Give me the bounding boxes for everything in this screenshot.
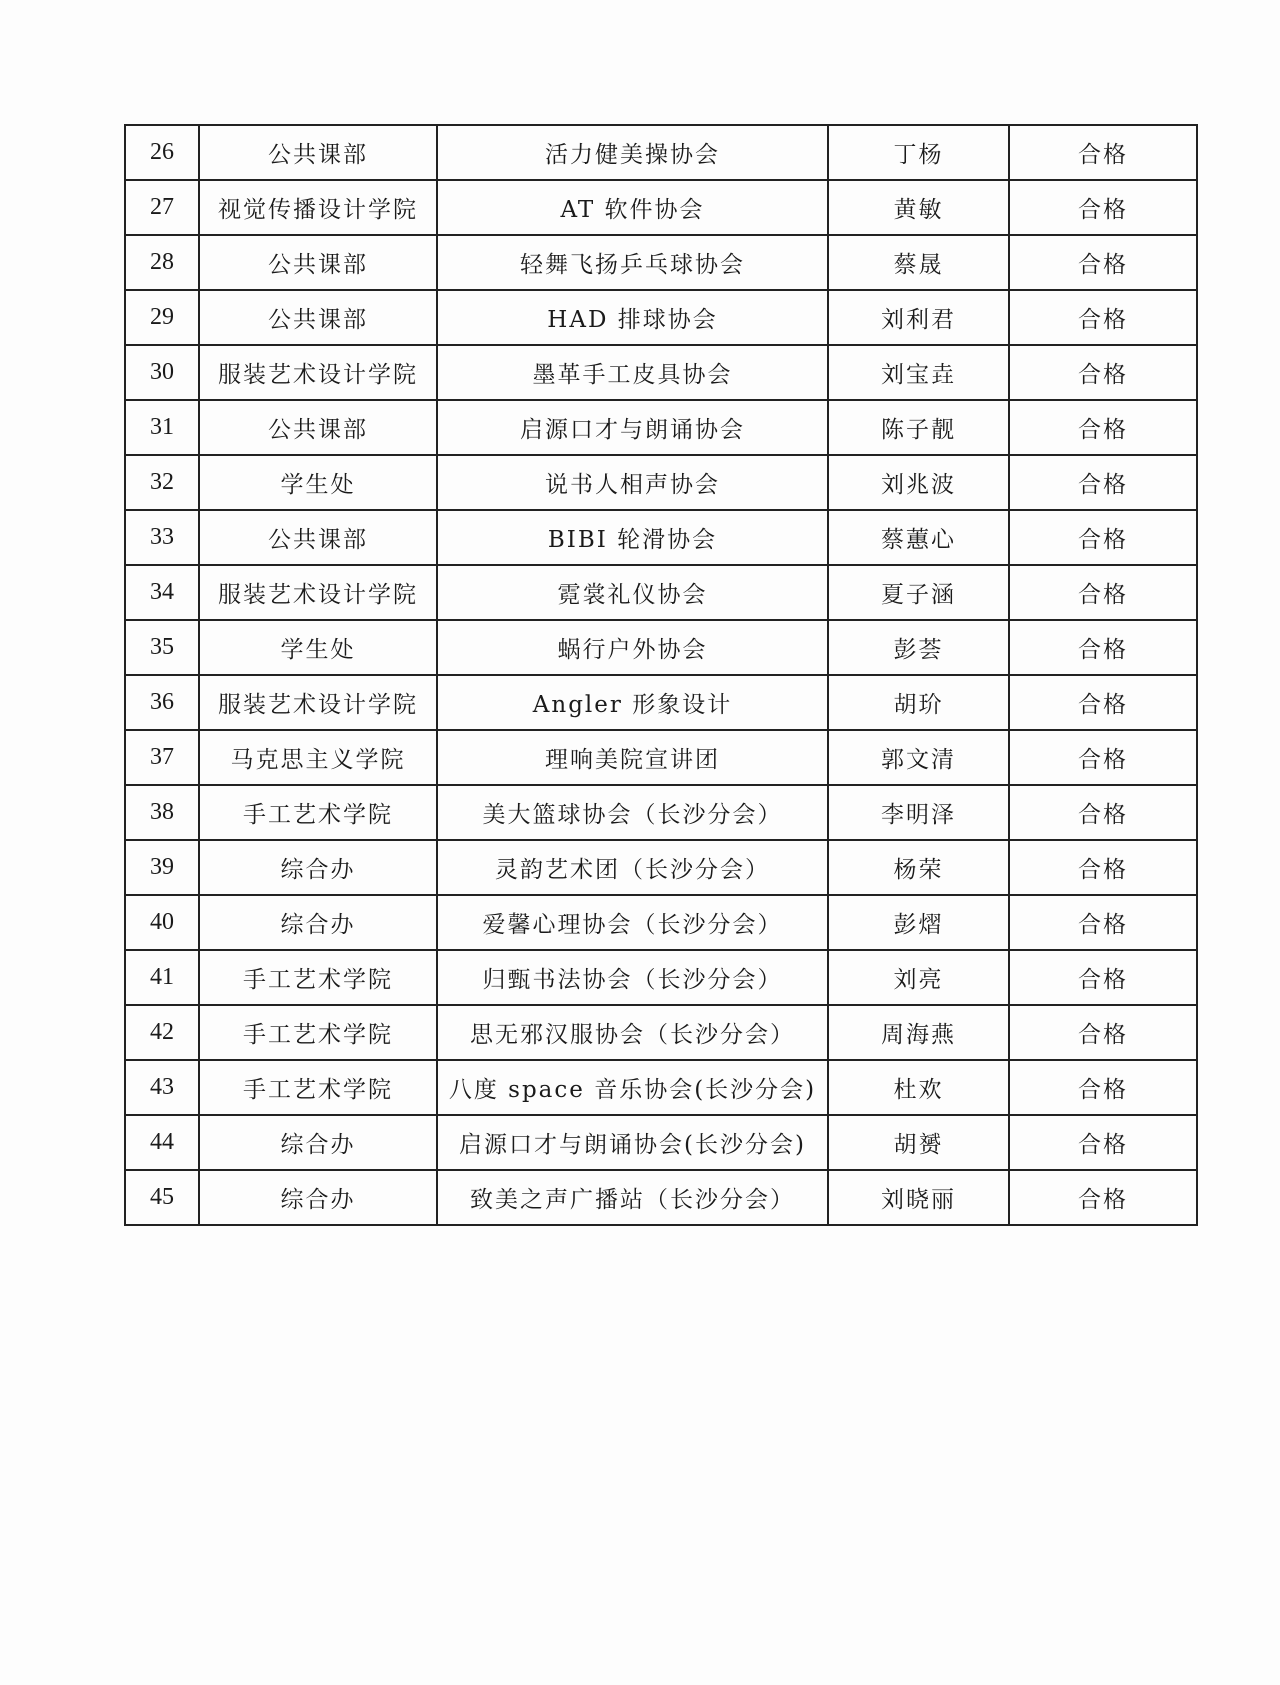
person-in-charge-cell: 刘亮 xyxy=(828,950,1009,1005)
association-name-cell: BIBI 轮滑协会 xyxy=(437,510,828,565)
table-row xyxy=(125,290,1197,345)
department-cell: 服装艺术设计学院 xyxy=(199,675,437,730)
result-cell: 合格 xyxy=(1009,510,1197,565)
department-cell: 综合办 xyxy=(199,895,437,950)
table-row xyxy=(125,1060,1197,1115)
table-body xyxy=(125,125,1197,1225)
row-number: 30 xyxy=(125,345,199,400)
table-row xyxy=(125,235,1197,290)
row-number: 33 xyxy=(125,510,199,565)
person-in-charge-cell: 李明泽 xyxy=(828,785,1009,840)
association-name-cell: 灵韵艺术团（长沙分会） xyxy=(437,840,828,895)
table-row xyxy=(125,1170,1197,1225)
association-name-cell: 活力健美操协会 xyxy=(437,125,828,180)
person-in-charge-cell: 周海燕 xyxy=(828,1005,1009,1060)
person-in-charge-cell: 杜欢 xyxy=(828,1060,1009,1115)
row-number: 31 xyxy=(125,400,199,455)
association-name-cell: 思无邪汉服协会（长沙分会） xyxy=(437,1005,828,1060)
result-cell: 合格 xyxy=(1009,125,1197,180)
department-cell: 公共课部 xyxy=(199,510,437,565)
association-name-cell: 轻舞飞扬乒乓球协会 xyxy=(437,235,828,290)
association-name-cell: 蜗行户外协会 xyxy=(437,620,828,675)
result-cell: 合格 xyxy=(1009,785,1197,840)
department-cell: 综合办 xyxy=(199,840,437,895)
row-number: 45 xyxy=(125,1170,199,1225)
department-cell: 学生处 xyxy=(199,620,437,675)
person-in-charge-cell: 刘利君 xyxy=(828,290,1009,345)
table-row xyxy=(125,400,1197,455)
table-row xyxy=(125,730,1197,785)
department-cell: 公共课部 xyxy=(199,125,437,180)
table-row xyxy=(125,785,1197,840)
association-name-cell: 致美之声广播站（长沙分会） xyxy=(437,1170,828,1225)
person-in-charge-cell: 夏子涵 xyxy=(828,565,1009,620)
person-in-charge-cell: 蔡晟 xyxy=(828,235,1009,290)
result-cell: 合格 xyxy=(1009,730,1197,785)
result-cell: 合格 xyxy=(1009,1005,1197,1060)
department-cell: 学生处 xyxy=(199,455,437,510)
table-row xyxy=(125,895,1197,950)
row-number: 26 xyxy=(125,125,199,180)
association-name-cell: 启源口才与朗诵协会(长沙分会) xyxy=(437,1115,828,1170)
table-row xyxy=(125,180,1197,235)
row-number: 36 xyxy=(125,675,199,730)
department-cell: 综合办 xyxy=(199,1115,437,1170)
row-number: 38 xyxy=(125,785,199,840)
person-in-charge-cell: 杨荣 xyxy=(828,840,1009,895)
result-cell: 合格 xyxy=(1009,1170,1197,1225)
result-cell: 合格 xyxy=(1009,895,1197,950)
result-cell: 合格 xyxy=(1009,675,1197,730)
association-name-cell: 说书人相声协会 xyxy=(437,455,828,510)
table-row xyxy=(125,620,1197,675)
person-in-charge-cell: 郭文清 xyxy=(828,730,1009,785)
association-name-cell: 美大篮球协会（长沙分会） xyxy=(437,785,828,840)
row-number: 42 xyxy=(125,1005,199,1060)
person-in-charge-cell: 刘兆波 xyxy=(828,455,1009,510)
row-number: 35 xyxy=(125,620,199,675)
result-cell: 合格 xyxy=(1009,1060,1197,1115)
department-cell: 马克思主义学院 xyxy=(199,730,437,785)
person-in-charge-cell: 胡赟 xyxy=(828,1115,1009,1170)
row-number: 40 xyxy=(125,895,199,950)
department-cell: 公共课部 xyxy=(199,400,437,455)
table-row xyxy=(125,565,1197,620)
result-cell: 合格 xyxy=(1009,950,1197,1005)
result-cell: 合格 xyxy=(1009,565,1197,620)
person-in-charge-cell: 彭荟 xyxy=(828,620,1009,675)
result-cell: 合格 xyxy=(1009,400,1197,455)
department-cell: 视觉传播设计学院 xyxy=(199,180,437,235)
department-cell: 手工艺术学院 xyxy=(199,1005,437,1060)
person-in-charge-cell: 丁杨 xyxy=(828,125,1009,180)
person-in-charge-cell: 黄敏 xyxy=(828,180,1009,235)
association-name-cell: Angler 形象设计 xyxy=(437,675,828,730)
result-cell: 合格 xyxy=(1009,455,1197,510)
person-in-charge-cell: 彭熠 xyxy=(828,895,1009,950)
row-number: 37 xyxy=(125,730,199,785)
person-in-charge-cell: 陈子靓 xyxy=(828,400,1009,455)
person-in-charge-cell: 蔡蕙心 xyxy=(828,510,1009,565)
row-number: 41 xyxy=(125,950,199,1005)
result-cell: 合格 xyxy=(1009,345,1197,400)
table-row xyxy=(125,1005,1197,1060)
row-number: 28 xyxy=(125,235,199,290)
table-row xyxy=(125,1115,1197,1170)
table-row xyxy=(125,840,1197,895)
row-number: 29 xyxy=(125,290,199,345)
table-row xyxy=(125,675,1197,730)
person-in-charge-cell: 刘晓丽 xyxy=(828,1170,1009,1225)
department-cell: 公共课部 xyxy=(199,235,437,290)
result-cell: 合格 xyxy=(1009,290,1197,345)
association-name-cell: 墨革手工皮具协会 xyxy=(437,345,828,400)
department-cell: 服装艺术设计学院 xyxy=(199,565,437,620)
association-review-table xyxy=(124,124,1198,1226)
association-name-cell: HAD 排球协会 xyxy=(437,290,828,345)
association-name-cell: 归甄书法协会（长沙分会） xyxy=(437,950,828,1005)
row-number: 32 xyxy=(125,455,199,510)
row-number: 39 xyxy=(125,840,199,895)
person-in-charge-cell: 刘宝垚 xyxy=(828,345,1009,400)
association-name-cell: 八度 space 音乐协会(长沙分会) xyxy=(437,1060,828,1115)
association-name-cell: 理响美院宣讲团 xyxy=(437,730,828,785)
result-cell: 合格 xyxy=(1009,235,1197,290)
department-cell: 手工艺术学院 xyxy=(199,950,437,1005)
person-in-charge-cell: 胡玠 xyxy=(828,675,1009,730)
row-number: 43 xyxy=(125,1060,199,1115)
table-row xyxy=(125,125,1197,180)
table-row xyxy=(125,950,1197,1005)
result-cell: 合格 xyxy=(1009,620,1197,675)
department-cell: 手工艺术学院 xyxy=(199,785,437,840)
row-number: 34 xyxy=(125,565,199,620)
association-name-cell: 霓裳礼仪协会 xyxy=(437,565,828,620)
result-cell: 合格 xyxy=(1009,840,1197,895)
result-cell: 合格 xyxy=(1009,1115,1197,1170)
association-name-cell: 爱馨心理协会（长沙分会） xyxy=(437,895,828,950)
row-number: 27 xyxy=(125,180,199,235)
department-cell: 公共课部 xyxy=(199,290,437,345)
department-cell: 综合办 xyxy=(199,1170,437,1225)
table-row xyxy=(125,510,1197,565)
association-name-cell: 启源口才与朗诵协会 xyxy=(437,400,828,455)
department-cell: 手工艺术学院 xyxy=(199,1060,437,1115)
result-cell: 合格 xyxy=(1009,180,1197,235)
row-number: 44 xyxy=(125,1115,199,1170)
association-name-cell: AT 软件协会 xyxy=(437,180,828,235)
table-row xyxy=(125,345,1197,400)
table-row xyxy=(125,455,1197,510)
department-cell: 服装艺术设计学院 xyxy=(199,345,437,400)
